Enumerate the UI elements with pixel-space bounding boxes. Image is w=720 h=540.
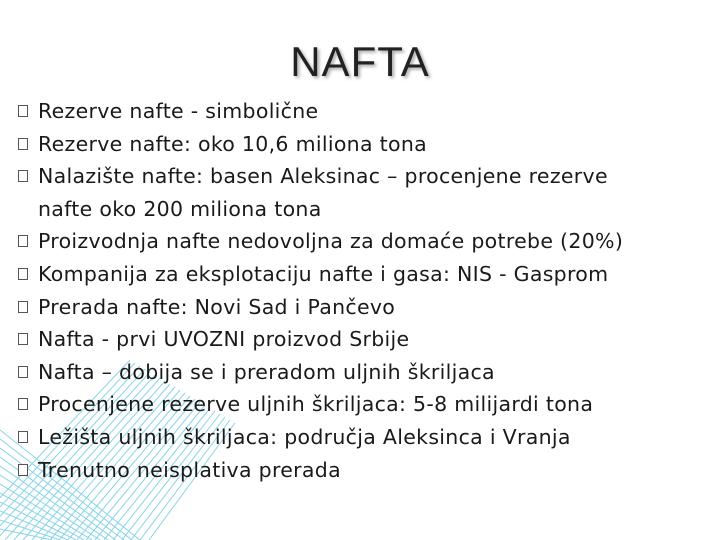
bullet-text: Rezerve nafte - simbolične bbox=[38, 99, 319, 123]
box-icon bbox=[18, 366, 28, 378]
slide-title: NAFTA bbox=[290, 38, 430, 85]
list-item bbox=[18, 128, 698, 161]
list-item bbox=[18, 421, 698, 454]
list-item bbox=[18, 95, 698, 128]
decorative-line bbox=[0, 520, 60, 540]
bullet-text: Nafta - prvi UVOZNI proizvod Srbije bbox=[38, 327, 410, 352]
list-item bbox=[18, 388, 698, 421]
box-icon bbox=[18, 398, 28, 410]
list-item bbox=[18, 258, 698, 291]
bullet-text: Trenutno neisplativa prerada bbox=[38, 457, 341, 482]
bullet-list bbox=[18, 95, 698, 486]
list-item bbox=[18, 454, 698, 487]
bullet-text: Ležišta uljnih škriljaca: područja Aleksinca i Vranja bbox=[38, 424, 571, 449]
bullet-text: Procenjene rezerve uljnih škriljaca: 5-8 milijardi tona bbox=[38, 392, 594, 417]
box-icon bbox=[18, 268, 28, 280]
bullet-text: Nalazište nafte: basen Aleksinac – procenjene rezerve bbox=[38, 164, 608, 189]
list-item bbox=[18, 323, 698, 356]
box-icon bbox=[18, 431, 28, 443]
box-icon bbox=[18, 333, 28, 345]
bullet-text: Kompanija za eksplotaciju nafte i gasa: NIS - Gasprom bbox=[38, 261, 609, 286]
box-icon bbox=[18, 138, 28, 150]
box-icon bbox=[18, 170, 28, 182]
box-icon bbox=[18, 105, 28, 117]
box-icon bbox=[18, 464, 28, 476]
bullet-text: Proizvodnja nafte nedovoljna za domaće potrebe (20%) bbox=[38, 229, 624, 254]
list-item bbox=[18, 291, 698, 324]
list-item bbox=[18, 225, 698, 258]
box-icon bbox=[18, 301, 28, 313]
bullet-text-continuation: nafte oko 200 miliona tona bbox=[38, 196, 322, 221]
bullet-text: Prerada nafte: Novi Sad i Pančevo bbox=[38, 294, 396, 319]
bullet-text: Rezerve nafte: oko 10,6 miliona tona bbox=[38, 131, 427, 156]
bullet-text: Nafta – dobija se i preradom uljnih škriljaca bbox=[38, 359, 495, 384]
list-item bbox=[18, 356, 698, 389]
list-item bbox=[18, 160, 698, 225]
box-icon bbox=[18, 235, 28, 247]
